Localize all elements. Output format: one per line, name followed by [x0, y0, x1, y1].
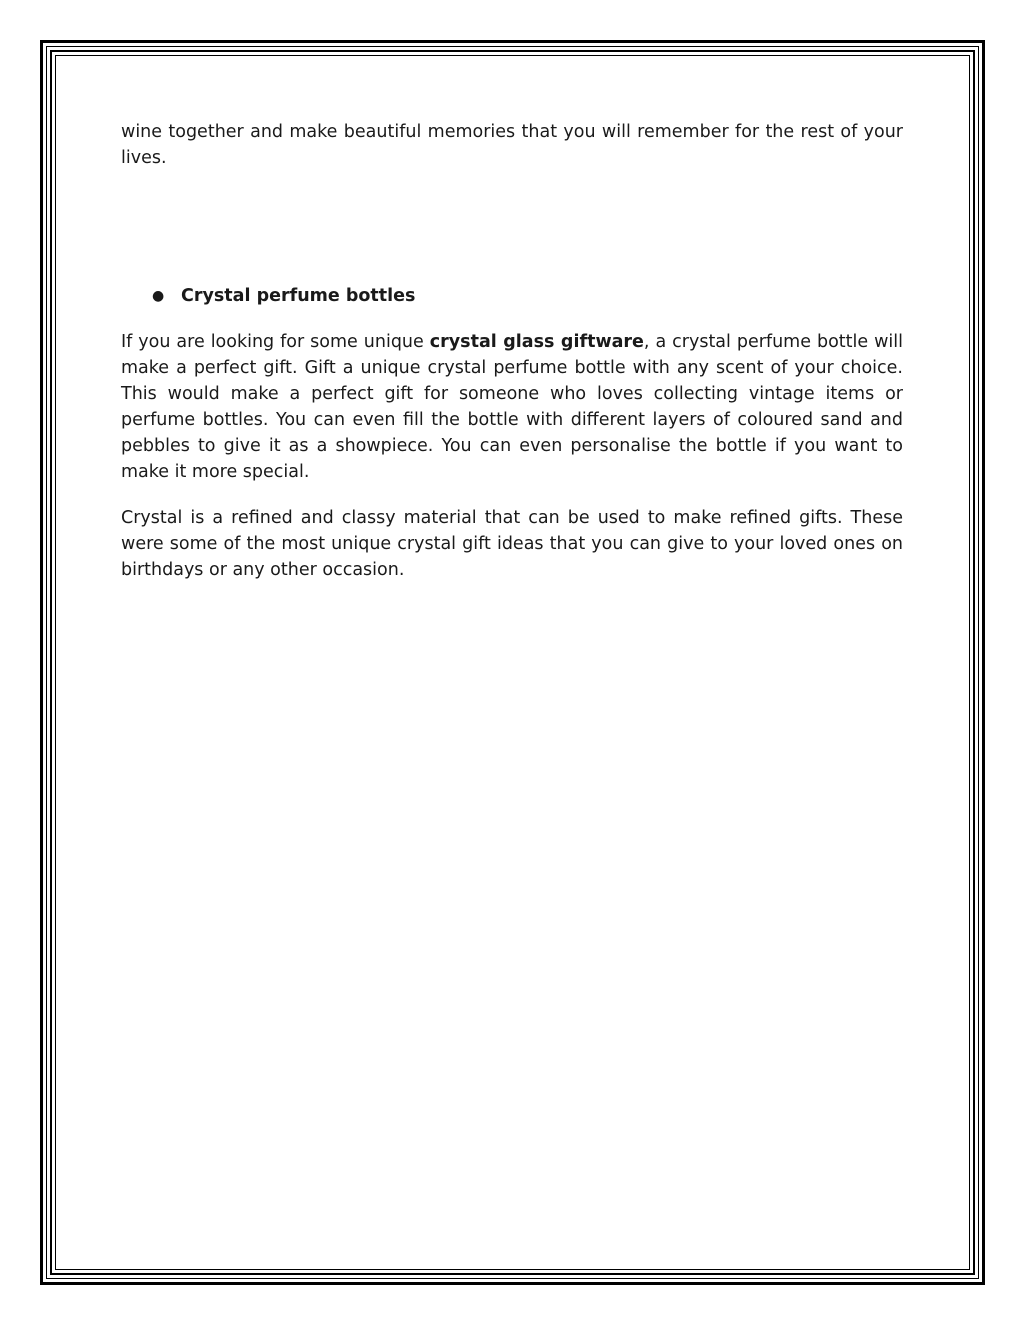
- bullet-dot-icon: ●: [152, 288, 165, 304]
- closing-paragraph: Crystal is a refined and classy material that can be used to make refined gifts. These were some of the most unique crystal gift ideas that you can give to your loved ones on birthdays or any other occasion.: [121, 508, 903, 580]
- perfume-paragraph-rest: , a crystal perfume bottle will make a perfect gift. Gift a unique crystal perfume bottle with any scent of your choice. This would make a perfect gift for someone who loves collecting vintage items or perfume bottles. You can even fill the bottle with different layers of coloured sand and pebbles to give it as a showpiece. You can even personalise the bottle if you want to make it more special.: [121, 332, 903, 482]
- intro-paragraph: wine together and make beautiful memories that you will remember for the rest of your lives.: [121, 122, 903, 168]
- perfume-paragraph: [121, 329, 903, 485]
- document-body: [121, 119, 903, 583]
- perfume-paragraph-lead: If you are looking for some unique: [121, 332, 430, 352]
- bullet-heading: Crystal perfume bottles: [181, 286, 416, 306]
- bullet-item: [121, 283, 903, 309]
- perfume-paragraph-bold-term: crystal glass giftware: [429, 332, 644, 352]
